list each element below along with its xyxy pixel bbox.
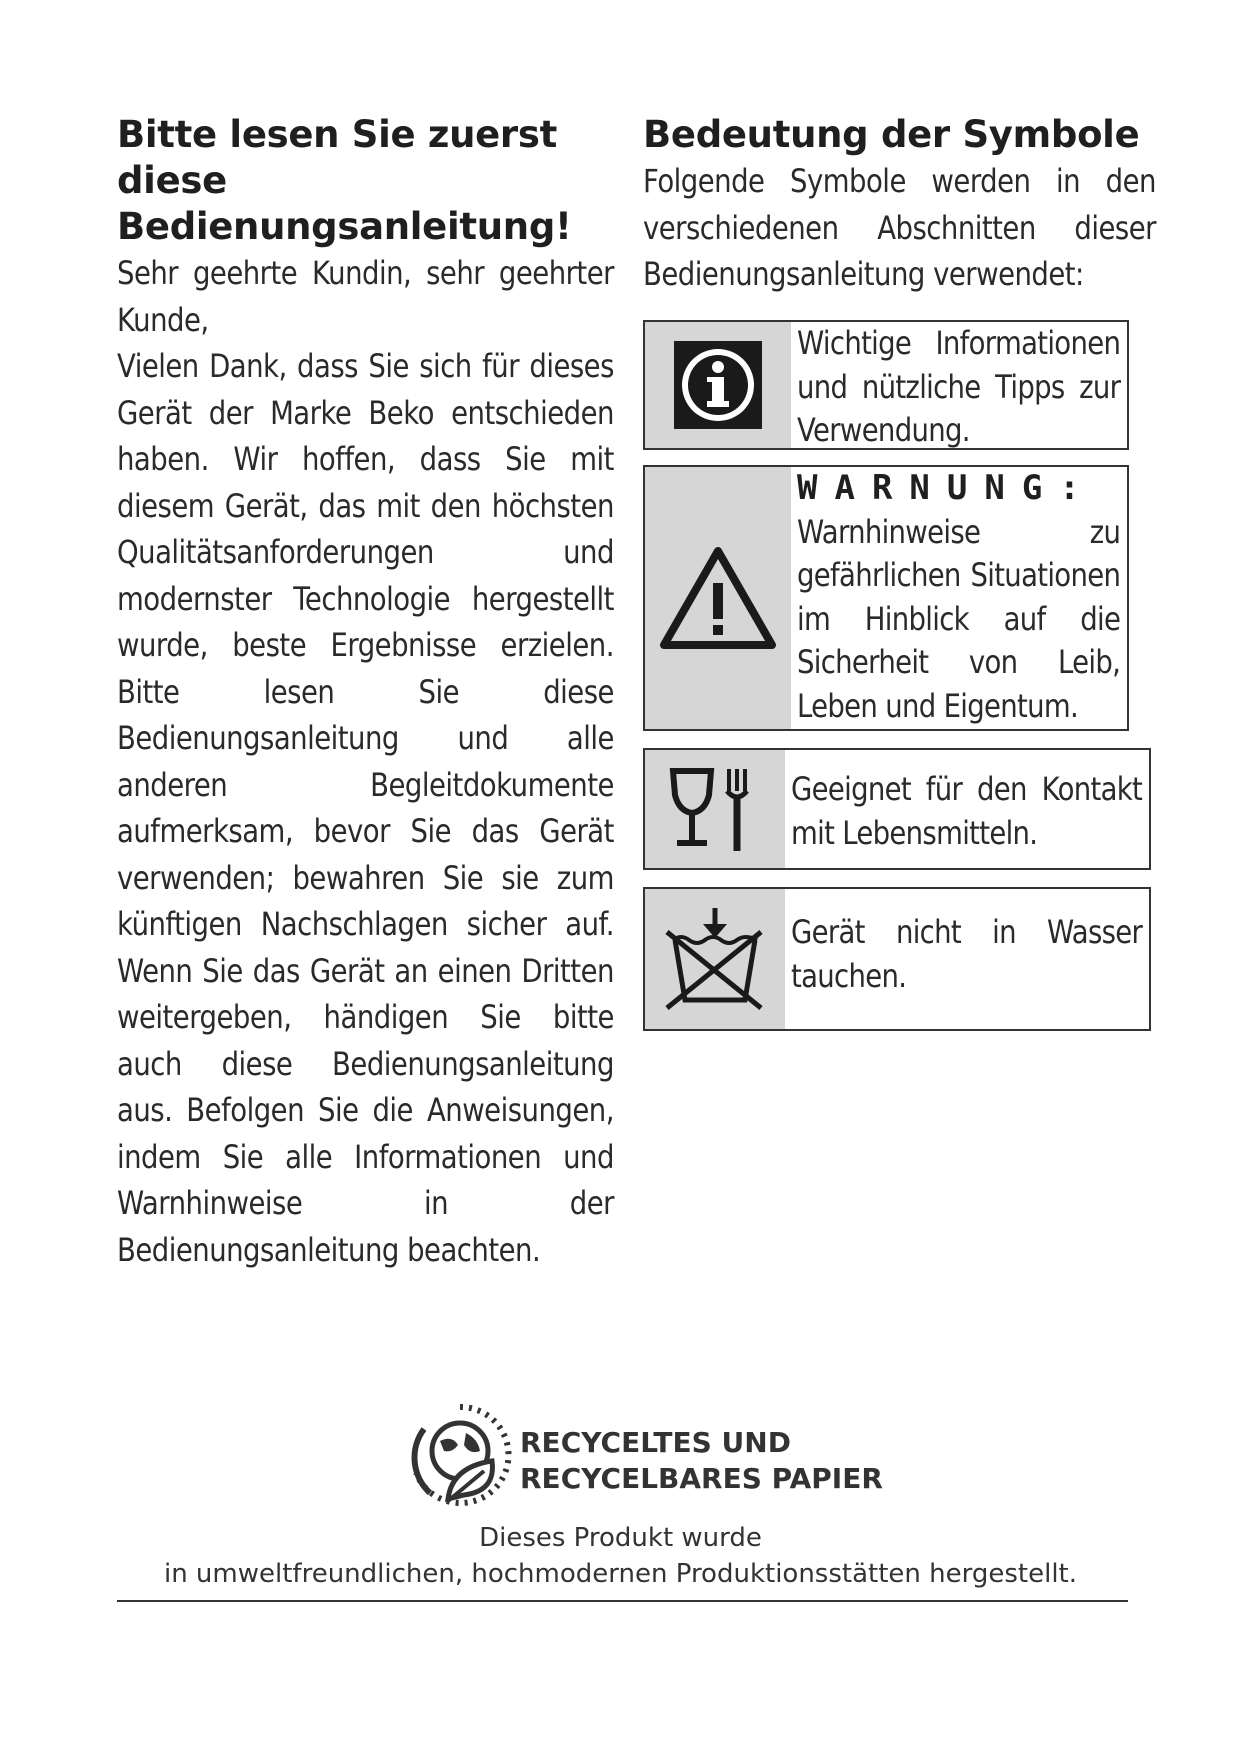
- symbol-info-text: Wichtige Informationen und nützliche Tipps zur Verwendung.: [797, 324, 1121, 448]
- symbol-food-text: Geeignet für den Kontakt mit Lebensmitteln.: [791, 770, 1143, 852]
- symbol-box-immersion: [643, 887, 1151, 1031]
- intro-paragraph: Vielen Dank, dass Sie sich für dieses Gerät der Marke Beko entschieden haben. Wir hoffen, dass Sie mit diesem Gerät, das mit den höchsten Qualitätsanforderungen und modernster Technologie hergestellt wurde, beste Ergebnisse erzielen. Bitte lesen Sie diese Bedienungsanleitung und alle anderen Begleitdokumente aufmerksam, bevor Sie das Gerät verwenden; bewahren Sie sie zum künftigen Nachschlagen sicher auf. Wenn Sie das Gerät an einen Dritten weitergeben, händigen Sie bitte auch diese Bedienungsanleitung aus. Befolgen Sie die Anweisungen, indem Sie alle Informationen und Warnhinweise in der Bedienungsanleitung beachten.: [117, 347, 614, 1269]
- footer-divider: [117, 1600, 1128, 1602]
- footer-text-line2: in umweltfreundlichen, hochmodernen Produktionsstätten hergestellt.: [163, 1559, 1078, 1589]
- recycle-label-line2: RECYCELBARES PAPIER: [520, 1462, 883, 1495]
- symbols-column: [643, 112, 1155, 298]
- warning-title: WARNUNG:: [797, 468, 1097, 508]
- symbol-box-food: [643, 748, 1151, 870]
- symbols-intro: Folgende Symbole werden in den verschiedenen Abschnitten dieser Bedienungsanleitung verwendet:: [643, 162, 1156, 293]
- footer-text-line1: Dieses Produkt wurde: [479, 1523, 762, 1553]
- symbol-box-warning: [643, 465, 1129, 731]
- symbol-immersion-text: Gerät nicht in Wasser tauchen.: [791, 913, 1143, 995]
- food-contact-icon: [645, 750, 785, 868]
- symbol-warning-text: WARNUNG: Warnhinweise zu gefährlichen Situationen im Hinblick auf die Sicherheit von Leib, Leben und Eigentum.: [797, 468, 1121, 725]
- symbol-box-info: [643, 320, 1129, 450]
- no-immersion-icon: [645, 889, 785, 1029]
- salutation: Sehr geehrte Kundin, sehr geehrter Kunde,: [117, 254, 614, 339]
- intro-column: [117, 112, 613, 1273]
- recycle-label: [520, 1425, 883, 1497]
- info-icon: [645, 322, 791, 448]
- intro-body: [117, 250, 614, 1273]
- warning-triangle-icon: [645, 467, 791, 729]
- symbols-heading: Bedeutung der Symbole: [643, 113, 1140, 156]
- intro-heading: Bitte lesen Sie zuerst diese Bedienungsanleitung!: [117, 113, 572, 248]
- recycle-globe-leaf-icon: [400, 1395, 520, 1515]
- recycle-label-line1: RECYCELTES UND: [520, 1426, 791, 1459]
